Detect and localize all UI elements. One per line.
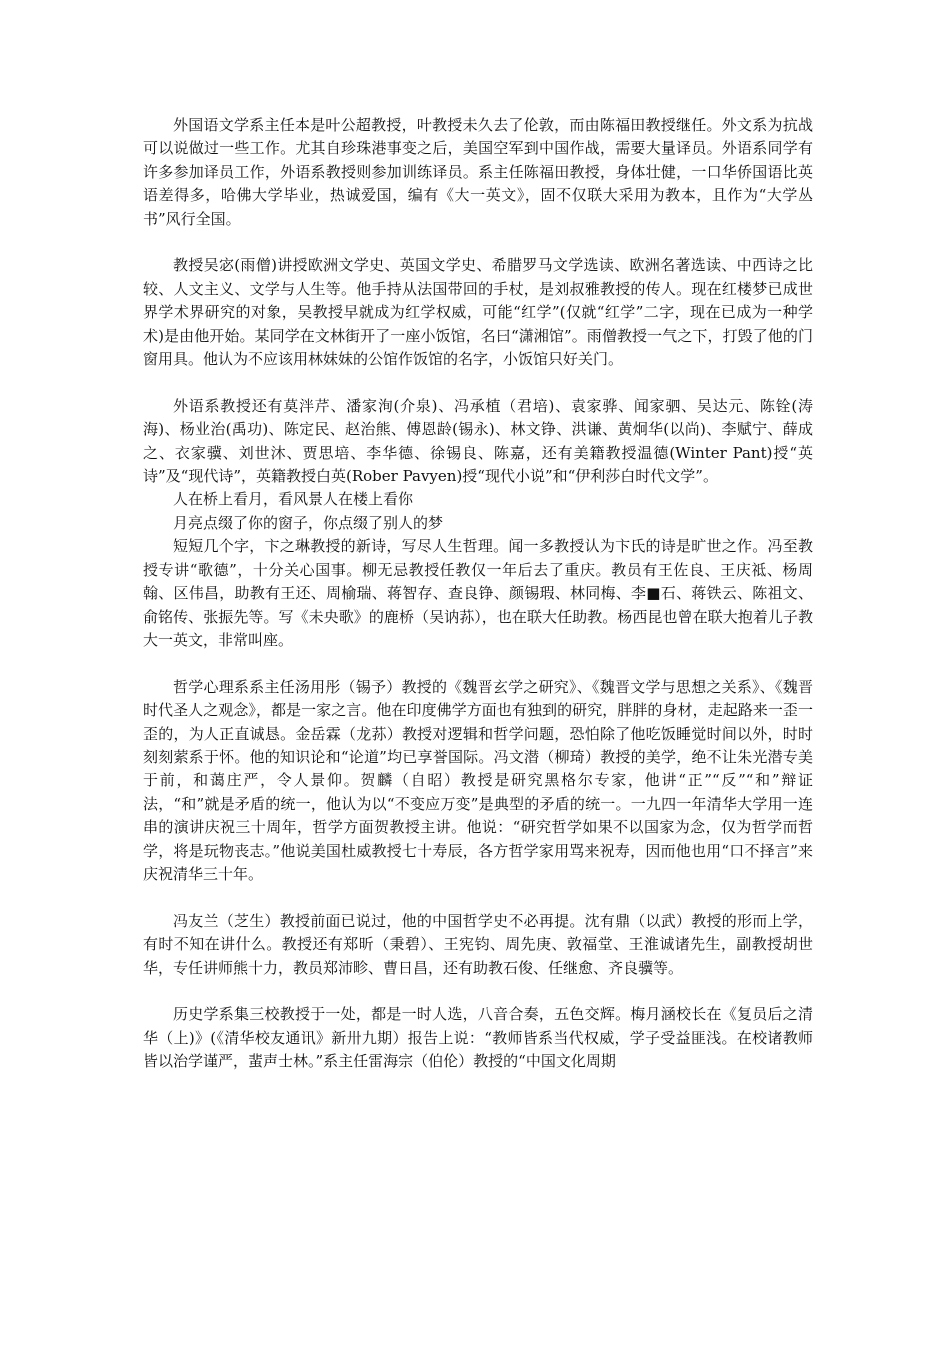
paragraph-history-department: 历史学系集三校教授于一处，都是一时人选，八音合奏，五色交辉。梅月涵校长在《复员后之清华（上)》(《清华校友通讯》新卅九期）报告上说：“教师皆系当代权威，学子受益匪浅。在校诸教师皆以治学谨严，蜚声士林。”系主任雷海宗（伯伦）教授的“中国文化周期 [143,1005,813,1071]
paragraph-foreign-languages-faculty: 外语系教授还有莫泮芹、潘家洵(介泉)、冯承植（君培)、袁家骅、闻家驷、吴达元、陈铨(涛海)、杨业治(禹功)、陈定民、赵治熊、傅恩龄(锡永)、林文铮、洪谦、黄炯华(以尚)、李赋宁、薛成之、衣家骥、刘世沐、贾思培、李华德、徐锡良、陈嘉，还有美籍教授温德(Winter Pant)授“英诗”及“现代诗”，英籍教授白英(Rober Pavyen)授“现代小说”和“伊利莎白时代文学”。 [143,396,813,486]
paragraph-philosophy-department: 哲学心理系系主任汤用彤（锡予）教授的《魏晋玄学之研究》、《魏晋文学与思想之关系》、《魏晋时代圣人之观念》，都是一家之言。他在印度佛学方面也有独到的研究，胖胖的身材，走起路来一歪一歪的，为人正直诚恳。金岳霖（龙荪）教授对逻辑和哲学问题，恐怕除了他吃饭睡觉时间以外，时时刻刻萦系于怀。他的知识论和“论道”均已享誉国际。冯文潜（柳琦）教授的美学，绝不让朱光潜专美于前，和蔼庄严，令人景仰。贺麟（自昭）教授是研究黑格尔专家，他讲“正”“反”“和”辩证法，“和”就是矛盾的统一，他认为以“不变应万变”是典型的矛盾的统一。一九四一年清华大学用一连串的演讲庆祝三十周年，哲学方面贺教授主讲。他说：“研究哲学如果不以国家为念，仅为哲学而哲学，将是玩物丧志。”他说美国杜威教授七十寿辰，各方哲学家用骂来祝寿，因而他也用“口不择言”来庆祝清华三十年。 [143,677,813,883]
paragraph-wu-mi: 教授吴宓(雨僧)讲授欧洲文学史、英国文学史、希腊罗马文学选读、欧洲名著选读、中西诗之比较、人文主义、文学与人生等。他手持从法国带回的手杖，是刘叔雅教授的传人。现在红楼梦已成世界学术界研究的对象，吴教授早就成为红学权威，可能“红学”(仅就“红学”二字，现在已成为一种学术)是由他开始。某同学在文林街开了一座小饭馆，名曰“潇湘馆”。雨僧教授一气之下，打毁了他的门窗用具。他认为不应该用林妹妹的公馆作饭馆的名字，小饭馆只好关门。 [143,256,813,369]
document-body [143,114,813,1074]
poem-line-1: 人在桥上看月，看风景人在楼上看你 [173,490,414,509]
paragraph-feng-youlan: 冯友兰（芝生）教授前面已说过，他的中国哲学史不必再提。沈有鼎（以武）教授的形而上学，有时不知在讲什么。教授还有郑昕（秉碧）、王宪钧、周先庚、敦福堂、王淮诚诸先生，副教授胡世华，专任讲师熊十力，教员郑沛畛、曹日昌，还有助教石俊、任继愈、齐良骥等。 [143,911,813,977]
poem-line-2: 月亮点缀了你的窗子，你点缀了别人的梦 [173,513,444,532]
paragraph-bian-zhilin: 短短几个字，卞之琳教授的新诗，写尽人生哲理。闻一多教授认为卞氏的诗是旷世之作。冯至教授专讲“歌德”，十分关心国事。柳无忌教授任教仅一年后去了重庆。教员有王佐良、王庆祗、杨周翰、区伟昌，助教有王还、周榆瑞、蒋智存、查良铮、颜锡瑕、林同梅、李■石、蒋铁云、陈祖文、俞铭传、张振先等。写《未央歌》的鹿桥（吴讷荪），也在联大任助教。杨西昆也曾在联大抱着儿子教大一英文，非常叫座。 [143,537,813,649]
paragraph-foreign-languages-chair: 外国语文学系主任本是叶公超教授，叶教授未久去了伦敦，而由陈福田教授继任。外文系为抗战可以说做过一些工作。尤其自珍珠港事变之后，美国空军到中国作战，需要大量译员。外语系同学有许多参加译员工作，外语系教授则参加训练译员。系主任陈福田教授，身体壮健，一口华侨国语比英语差得多，哈佛大学毕业，热诚爱国，编有《大一英文》，固不仅联大采用为教本，且作为“大学丛书”风行全国。 [143,116,813,228]
